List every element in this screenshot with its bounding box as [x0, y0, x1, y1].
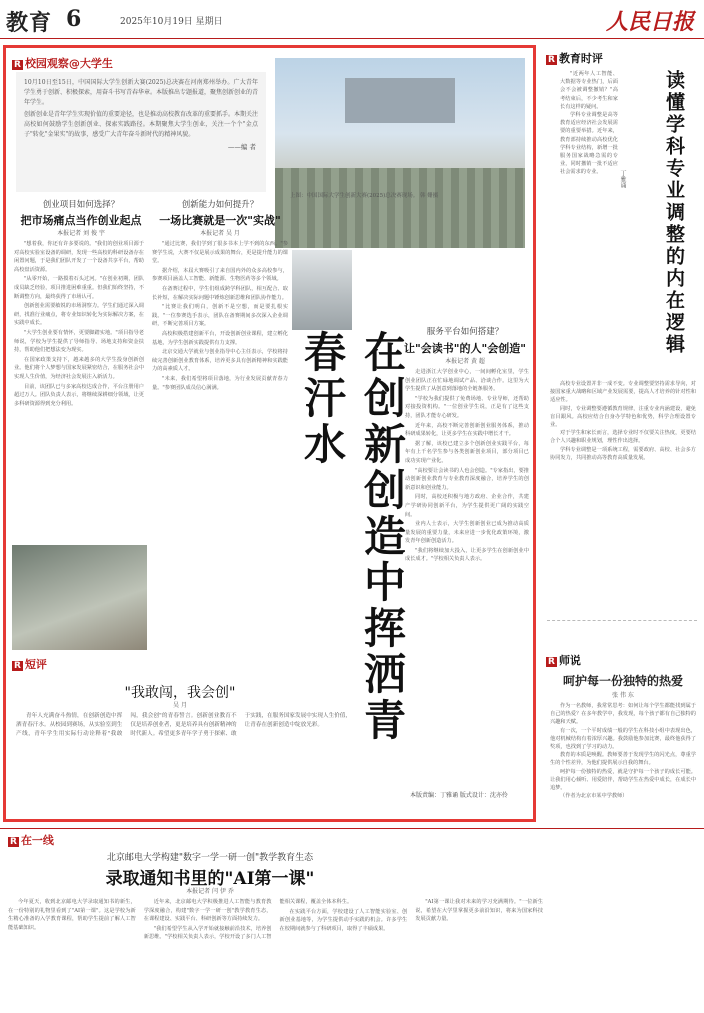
- paragraph: "AI第一课让我对未来的学习充满期待。"一位新生说，希望在大学里掌握更多前沿知识，将来为国家科技发展贡献力量。: [415, 899, 543, 923]
- rc2-body: [550, 702, 696, 1007]
- bottom-body: [8, 898, 543, 1010]
- editor-credit: 本版责编：丁雅诵 版式设计：沈亦伶: [410, 792, 508, 799]
- page-number: 6: [66, 6, 82, 32]
- intro-text: 10月10日至15日，中国国际大学生创新大赛(2025)总决赛在河南郑州举办。广大青年学生勇于创新、积极探索，用奋斗书写青春华章。本版推出专题报道，聚焦创新创业的青年学生。: [24, 79, 259, 106]
- rc1-body: [550, 380, 696, 630]
- paragraph: "我们希望学生从入学开始就接触前沿技术，培养创新思维。"学校相关负责人表示，学校开设了多门人工智能相关课程，覆盖全体本科生。: [143, 899, 353, 941]
- paragraph: 今年夏天，收到北京邮电大学录取通知书的新生，在一份特别的礼物里看到了"AI第一课"。这是学校为新生精心准备的入学教育课程，帮助学生提前了解人工智能基础知识。: [8, 899, 136, 931]
- paragraph: 在备赛过程中，学生们组成跨学科团队，相互配合、取长补短，在解决实际问题中锤炼创新思维和团队协作能力。: [152, 285, 288, 301]
- rc1-tag-label: 教育时评: [558, 52, 603, 65]
- rc1-author: 丁雅诵: [619, 170, 626, 188]
- paragraph: （作者为北京市某中学教师）: [560, 793, 628, 800]
- photo-caption: 上图：中国国际大学生创新大赛(2025)总决赛现场。 韩 姗摄: [290, 193, 439, 199]
- paragraph: 呵护每一份独特的热爱，就是守护每一个孩子的成长可能。让我们用心倾听、用爱陪伴，帮助学生在热爱中成长，在成长中追梦。: [550, 768, 696, 792]
- paragraph: 近年来，高校不断完善创新创业服务体系，推动科研成果转化，让更多学生在实践中增长才干。: [405, 422, 529, 438]
- paragraph: 同时，专业调整要遵循教育规律，注重专业内涵建设，避免盲目跟风。高校应结合自身办学特色和优势，科学合理设置专业。: [550, 405, 696, 429]
- paragraph: "大学生创业要有情怀，更要脚踏实地。"项目指导老师说，学校为学生提供了导师指导、场地支持和资金扶持，帮助他们把想法变为现实。: [14, 329, 144, 354]
- paragraph: "从零开始，一路摸着石头过河。"在创业初期，团队成员缺乏经验，项目推进困难重重。但我们始终坚持，不断调整方向，最终获得了市场认可。: [14, 276, 144, 300]
- intro-box: [16, 72, 266, 192]
- farm-photo: [12, 545, 147, 650]
- article3-headline: 让"会读书"的人"会创造": [404, 342, 526, 355]
- article3-kicker: 服务平台如何搭建？: [426, 327, 504, 337]
- short-review-author: 吴 月: [173, 702, 187, 709]
- section-name: 教育: [6, 10, 53, 36]
- paragraph: 北京交通大学就业与创业指导中心主任表示，学校将持续完善创新创业教育体系，培养更多具有创新精神和实践能力的高素质人才。: [152, 349, 288, 373]
- short-review-tag: [12, 656, 47, 672]
- paragraph: 对于学生和家长而言，选择专业时不仅要关注热度，更要结合个人兴趣和职业规划，理性作出选择。: [550, 430, 696, 445]
- column-divider: [547, 620, 697, 621]
- paragraph: "学校为我们提供了免费场地、专业导师，还帮助对接投资机构。"一位创业学生说，正是有了这些支持，团队才能专心研发。: [405, 395, 529, 419]
- bottom-tag-label: 在一线: [20, 834, 54, 847]
- bottom-kicker: 北京邮电大学构建"数字一学一研一创"教学教育生态: [106, 853, 314, 863]
- feature-tag: [12, 55, 113, 71]
- paragraph: 作为一名教师，我常常思考：如何让每个学生都能找到属于自己的热爱？在多年教学中，我发现，每个孩子都有自己独特的兴趣和天赋。: [550, 703, 696, 726]
- article1-kicker: 创业项目如何选择？: [42, 200, 120, 210]
- intro-author: ——编 者: [227, 143, 256, 151]
- paragraph: "通过比赛，我们学到了很多书本上学不到的东西。"参赛学生说，大赛不仅是展示成果的舞台，更是提升能力的课堂。: [152, 241, 288, 265]
- article1-body: [14, 240, 144, 540]
- paragraph: 学科专业调整是一项系统工程，需要政府、高校、社会多方协同发力，共同推动高等教育高质量发展。: [550, 446, 696, 461]
- article3-body: [405, 368, 529, 760]
- paragraph: 学科专业调整是高等教育适应经济社会发展需要的重要举措。近年来，教育部持续推动高校优化学科专业结构，新增一批服务国家战略急需的专业，同时撤销一批不适应社会需求的专业。: [560, 112, 618, 176]
- rc1-title: 读懂学科专业调整的内在逻辑: [663, 70, 685, 356]
- paragraph: 在国家政策支持下，越来越多的大学生投身创新创业。他们将个人梦想与国家发展紧密结合，在服务社会中实现人生价值，为经济社会发展注入新活力。: [14, 356, 144, 380]
- rc2-headline: 呵护每一份独特的热爱: [562, 674, 683, 688]
- rc2-author: 张 伟 东: [612, 692, 634, 699]
- rc1-tag: [546, 50, 603, 66]
- crowd-shape: [275, 168, 525, 248]
- rc1-intro: [560, 70, 618, 270]
- article1-headline: 把市场痛点当作创业起点: [20, 214, 142, 227]
- paragraph: "未来，我们希望将项目落地，为行业发展贡献青春力量。"参赛团队成员信心满满。: [152, 375, 288, 391]
- rc2-tag: [546, 652, 581, 668]
- building-shape: [345, 78, 455, 123]
- article1-byline: 本报记者 刘 俊 宇: [57, 230, 105, 237]
- paragraph: 青年人充满奋斗热情，在创新创造中挥洒青春汗水。从校园到赛场，从实验室到生产线，青年学生用实际行动诠释着"我敢闯，我会创"的青春誓言。创新创业教育不仅是培养创业者，更是培养具有创新精神的时代新人。希望更多青年学子勇于探索、敢于实践，在服务国家发展中实现人生价值，让青春在创新创造中绽放光彩。: [16, 713, 351, 737]
- article2-kicker: 创新能力如何提升？: [181, 200, 259, 210]
- intro-text-2: 创新创业是青年学生实现价值的重要途径，也是推动高校教育改革的重要抓手。本期关注高校如何鼓励学生创新创业、探索实践路径。本期聚焦大学生创业，关注一个个"金点子"转化"金果实"的故事，感受广大青年奋斗新时代的精神风貌。: [24, 111, 259, 138]
- short-review-tag-icon: R: [14, 661, 21, 671]
- paragraph: 据介绍，本届大赛吸引了来自国内外的众多高校参与，参赛项目涵盖人工智能、新能源、生物医药等多个领域。: [152, 267, 288, 283]
- paragraph: 在实践平台方面，学校建设了人工智能实验室、创新创业基地等，为学生提供动手实践的机会。许多学生在校期间就参与了科研项目，取得了丰硕成果。: [279, 908, 408, 932]
- main-headline: 在创新创造中挥洒青春汗水: [298, 330, 407, 744]
- student-photo: [292, 250, 352, 330]
- competition-photo: [275, 58, 525, 248]
- paragraph: "高校要让会读书的人也会创造。"专家指出，要推动创新创业教育与专业教育深度融合，培养学生的创新意识和创业能力。: [405, 467, 529, 491]
- feature-tag-icon: R: [14, 60, 21, 70]
- bottom-tag: [8, 832, 54, 848]
- paragraph: 教育的本质是唤醒。教师要善于发现学生的闪光点，尊重学生的个性差异，为他们提供展示自我的舞台。: [550, 752, 696, 767]
- paragraph: 高校积极搭建创新平台，开设创新创业课程，建立孵化基地，为学生创新实践提供有力支撑。: [152, 330, 288, 346]
- article3-byline: 本报记者 黄 超: [445, 358, 485, 365]
- paragraph: "近两年人工智能、大数据等专业热门，后面会不会被调整撤销？"高考结束后，不少考生和家长有这样的疑问。: [560, 71, 618, 110]
- bottom-byline: 本报记者 闫 伊 乔: [186, 888, 234, 895]
- paragraph: 有一次，一个平时成绩一般的学生在科技小组中表现出色，他对机械结构有着浓厚兴趣。我鼓励他参加比赛，最终他获得了奖项，也找到了学习的动力。: [550, 727, 696, 751]
- article2-headline: 一场比赛就是一次"实战": [159, 214, 281, 227]
- short-review-body: [16, 712, 351, 812]
- paragraph: 目前，该团队已与多家高校达成合作，平台注册用户超过万人。团队负责人表示，将继续深耕细分领域，让更多科研资源得到充分利用。: [14, 383, 144, 407]
- bottom-headline: 录取通知书里的"AI第一课": [105, 869, 315, 889]
- section-rule: [0, 828, 704, 829]
- short-review-headline: "我敢闯，我会创": [124, 685, 236, 701]
- paragraph: "想着我，你还有许多要说的。"我们的创业项目源于对高校实验室设备的调研，发现一些高校的科研设备存在闲置问题，于是我们团队开发了一个设备共享平台，帮助高校盘活资源。: [14, 241, 144, 273]
- issue-date: 2025年10月19日 星期日: [120, 17, 223, 27]
- short-review-tag-label: 短评: [24, 658, 47, 671]
- newspaper-logo: 人民日报: [605, 9, 694, 35]
- rc1-tag-icon: R: [548, 55, 555, 65]
- article2-byline: 本报记者 吴 月: [200, 230, 240, 237]
- paragraph: 业内人士表示，大学生创新创业已成为推动高质量发展的重要力量，未来应进一步优化政策环境，激发青年创新创造活力。: [405, 521, 529, 545]
- paragraph: 近年来，北京邮电大学积极推进人工智能与教育教学深度融合，构建"数字一学一研一创"教学教育生态，在课程建设、实践平台、科研创新等方面持续发力。: [143, 899, 272, 923]
- paragraph: 走进浙江大学创业中心，一间间孵化室里，学生创业团队正在忙碌地调试产品、洽谈合作。这里为大学生提供了从创意到落地的全链条服务。: [405, 369, 529, 393]
- masthead: [0, 0, 704, 39]
- feature-tag-label: 校园观察@大学生: [24, 57, 113, 70]
- paragraph: "我们将继续加大投入，让更多学生在创新创业中成长成才。"学校相关负责人表示。: [405, 547, 529, 563]
- paragraph: 创新创业需要敏锐的市场洞察力。学生们通过深入调研，找准行业痛点，将专业知识转化为实际解决方案，在实践中成长。: [14, 303, 144, 327]
- rc2-tag-icon: R: [548, 657, 555, 667]
- bottom-tag-icon: R: [10, 837, 17, 847]
- paragraph: 据了解，该校已建立多个创新创业实践平台，每年有上千名学生参与各类创新创业项目，部分项目已成功实现产业化。: [405, 440, 529, 464]
- paragraph: "比赛让我们明白，创新不是空想，而是要扎根实践。"一位参赛选手表示，团队在备赛期间多次深入企业调研，不断完善项目方案。: [152, 304, 288, 328]
- rc2-tag-label: 师说: [558, 654, 581, 667]
- article2-body: [152, 240, 288, 650]
- paragraph: 高校专业设置并非一成不变。专业调整要坚持需求导向，对接国家重大战略和区域产业发展需要，提高人才培养的针对性和适应性。: [550, 381, 696, 404]
- paragraph: 同时，高校还积极与地方政府、企业合作，共建产学研协同创新平台，为学生提供更广阔的实践空间。: [405, 494, 529, 518]
